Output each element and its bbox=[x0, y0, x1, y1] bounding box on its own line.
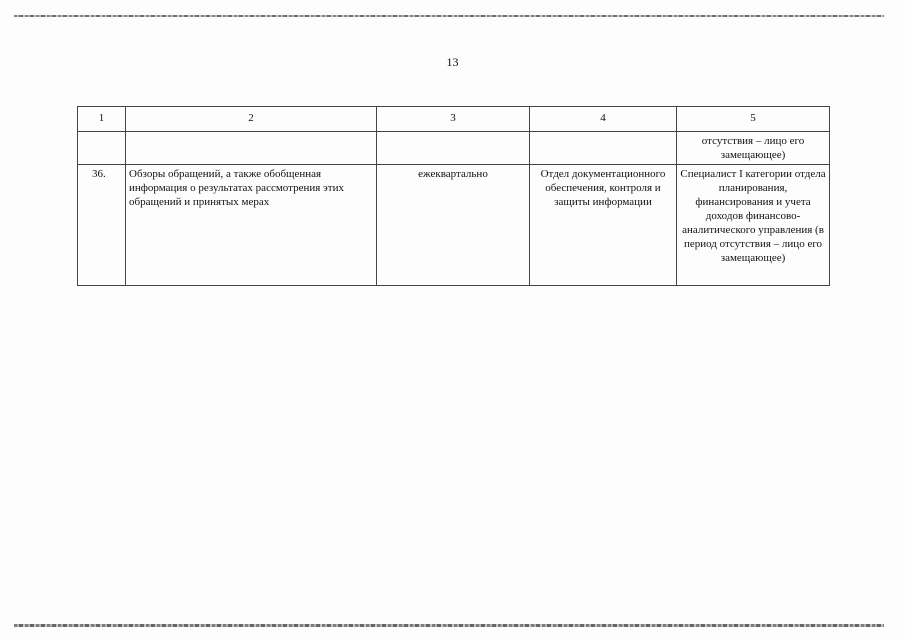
table-cell bbox=[126, 132, 377, 165]
column-header-3: 3 bbox=[377, 107, 530, 132]
column-header-2: 2 bbox=[126, 107, 377, 132]
row-responsible: Специалист I категории отдела планирования, финансирования и учета доходов финансово-аналитического управления (в период отсутствия – лицо его замещающее) bbox=[677, 165, 830, 286]
table-header-row bbox=[78, 107, 830, 132]
table-row bbox=[78, 165, 830, 286]
row-number: 36. bbox=[78, 165, 126, 286]
continuation-row bbox=[78, 132, 830, 165]
row-periodicity: ежеквартально bbox=[377, 165, 530, 286]
column-header-5: 5 bbox=[677, 107, 830, 132]
table-cell bbox=[530, 132, 677, 165]
row-department: Отдел документационного обеспечения, контроля и защиты информации bbox=[530, 165, 677, 286]
column-header-4: 4 bbox=[530, 107, 677, 132]
continuation-responsible: отсутствия – лицо его замещающее) bbox=[677, 132, 830, 165]
table-cell bbox=[377, 132, 530, 165]
scan-edge-bottom bbox=[14, 624, 884, 627]
page-number: 13 bbox=[446, 55, 459, 69]
scan-edge-top bbox=[14, 15, 884, 17]
column-header-1: 1 bbox=[78, 107, 126, 132]
table-cell bbox=[78, 132, 126, 165]
row-description: Обзоры обращений, а также обобщенная информация о результатах рассмотрения этих обращений и принятых мерах bbox=[126, 165, 377, 286]
document-table bbox=[77, 106, 830, 286]
